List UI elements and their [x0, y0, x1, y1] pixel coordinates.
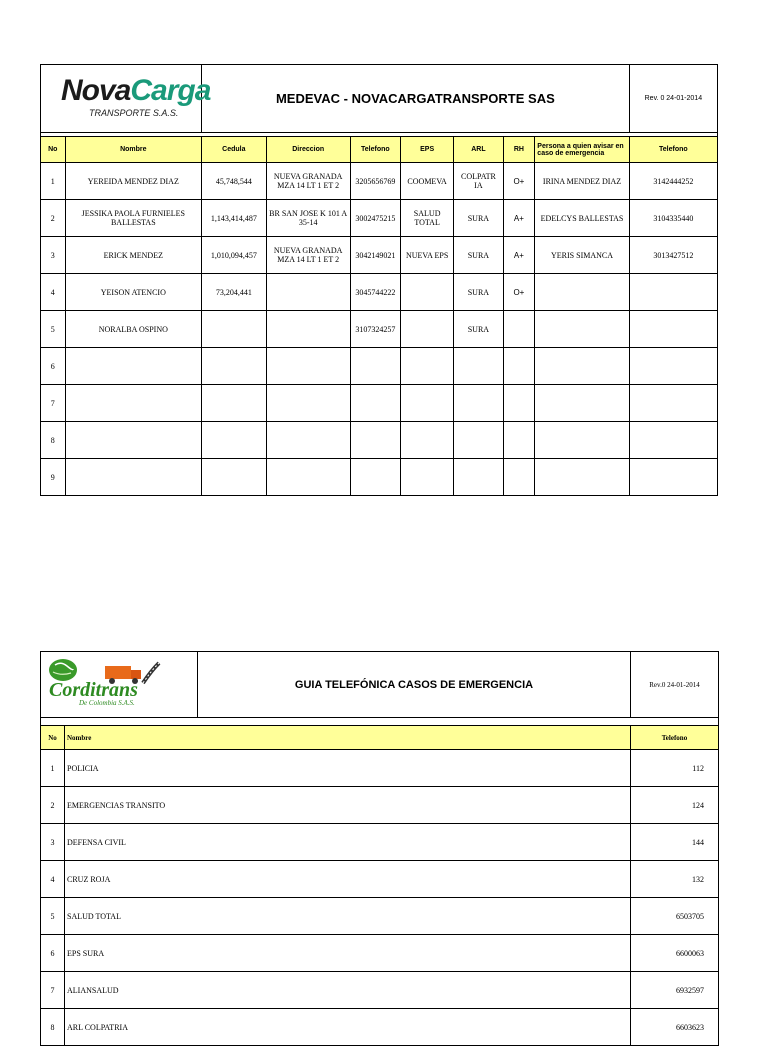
cell-tel-contacto: [629, 348, 717, 385]
spacer-row: [41, 718, 719, 726]
col-telefono-contacto: Telefono: [629, 137, 717, 163]
cell-rh: O+: [503, 163, 535, 200]
cell-eps: [400, 311, 453, 348]
cell-arl: [454, 348, 503, 385]
cell-cedula: [202, 385, 267, 422]
cell-cedula: [202, 348, 267, 385]
cell-no: 5: [41, 898, 65, 935]
form2-header-row: [41, 726, 719, 750]
form1-title: MEDEVAC - NOVACARGATRANSPORTE SAS: [202, 65, 630, 133]
table-row: [41, 311, 718, 348]
table-row: [41, 422, 718, 459]
col-no: No: [41, 726, 65, 750]
novacarga-logo: NovaCarga TRANSPORTE S.A.S.: [61, 73, 211, 118]
cell-no: 7: [41, 385, 66, 422]
cell-contacto: [535, 385, 629, 422]
cell-tel-contacto: [629, 385, 717, 422]
cell-contacto: [535, 311, 629, 348]
cell-eps: [400, 459, 453, 496]
cell-direccion: [266, 311, 350, 348]
cell-direccion: [266, 274, 350, 311]
cell-eps: COOMEVA: [400, 163, 453, 200]
cell-rh: O+: [503, 274, 535, 311]
cell-cedula: 1,143,414,487: [202, 200, 267, 237]
cell-telefono: 144: [631, 824, 719, 861]
cell-eps: [400, 348, 453, 385]
cell-no: 9: [41, 459, 66, 496]
cell-nombre: YEREIDA MENDEZ DIAZ: [65, 163, 201, 200]
cell-nombre: JESSIKA PAOLA FURNIELES BALLESTAS: [65, 200, 201, 237]
cell-rh: A+: [503, 237, 535, 274]
cell-eps: NUEVA EPS: [400, 237, 453, 274]
cell-nombre: POLICIA: [65, 750, 631, 787]
cell-no: 6: [41, 348, 66, 385]
cell-rh: [503, 385, 535, 422]
cell-telefono: 6600063: [631, 935, 719, 972]
form1-revision: Rev. 0 24-01-2014: [629, 65, 717, 133]
cell-contacto: [535, 348, 629, 385]
cell-eps: [400, 422, 453, 459]
cell-no: 3: [41, 237, 66, 274]
table-row: [41, 200, 718, 237]
cell-direccion: [266, 348, 350, 385]
col-direccion: Direccion: [266, 137, 350, 163]
form1-header-row: [41, 137, 718, 163]
cell-nombre: [65, 422, 201, 459]
table-row: [41, 163, 718, 200]
novacarga-logo-cell: [41, 65, 211, 133]
cell-direccion: BR SAN JOSE K 101 A 35-14: [266, 200, 350, 237]
col-nombre: Nombre: [65, 137, 201, 163]
cell-tel-contacto: [629, 311, 717, 348]
cell-eps: SALUD TOTAL: [400, 200, 453, 237]
cell-telefono: 6603623: [631, 1009, 719, 1046]
cell-no: 3: [41, 824, 65, 861]
cell-nombre: ARL COLPATRIA: [65, 1009, 631, 1046]
cell-eps: [400, 385, 453, 422]
cell-contacto: IRINA MENDEZ DIAZ: [535, 163, 629, 200]
cell-telefono: 3045744222: [350, 274, 400, 311]
cell-telefono: 132: [631, 861, 719, 898]
cell-nombre: [65, 385, 201, 422]
cell-no: 1: [41, 750, 65, 787]
col-telefono: Telefono: [631, 726, 719, 750]
cell-telefono: 3042149021: [350, 237, 400, 274]
cell-nombre: CRUZ ROJA: [65, 861, 631, 898]
table-row: [41, 935, 719, 972]
cell-nombre: YEISON ATENCIO: [65, 274, 201, 311]
cell-nombre: EMERGENCIAS TRANSITO: [65, 787, 631, 824]
cell-no: 2: [41, 200, 66, 237]
cell-no: 1: [41, 163, 66, 200]
corditrans-logo-cell: [41, 652, 198, 718]
cell-telefono: 3107324257: [350, 311, 400, 348]
cell-no: 4: [41, 861, 65, 898]
cell-no: 2: [41, 787, 65, 824]
cell-contacto: EDELCYS BALLESTAS: [535, 200, 629, 237]
cell-tel-contacto: [629, 459, 717, 496]
table-row: [41, 274, 718, 311]
cell-telefono: [350, 422, 400, 459]
cell-tel-contacto: 3142444252: [629, 163, 717, 200]
cell-tel-contacto: 3104335440: [629, 200, 717, 237]
cell-rh: [503, 422, 535, 459]
cell-arl: [454, 422, 503, 459]
col-arl: ARL: [454, 137, 503, 163]
col-contacto: Persona a quien avisar en caso de emergencia: [535, 137, 629, 163]
cell-arl: SURA: [454, 237, 503, 274]
table-row: [41, 750, 719, 787]
cell-arl: [454, 459, 503, 496]
cell-rh: [503, 459, 535, 496]
table-row: [41, 861, 719, 898]
col-nombre: Nombre: [65, 726, 631, 750]
cell-nombre: ERICK MENDEZ: [65, 237, 201, 274]
cell-nombre: [65, 348, 201, 385]
cell-cedula: [202, 459, 267, 496]
cell-direccion: [266, 385, 350, 422]
medevac-table: [40, 64, 718, 496]
table-row: [41, 972, 719, 1009]
cell-telefono: 6503705: [631, 898, 719, 935]
cell-rh: A+: [503, 200, 535, 237]
cell-nombre: SALUD TOTAL: [65, 898, 631, 935]
cell-no: 7: [41, 972, 65, 1009]
cell-nombre: ALIANSALUD: [65, 972, 631, 1009]
guia-telefonica-table: [40, 651, 719, 1046]
col-eps: EPS: [400, 137, 453, 163]
table-row: [41, 824, 719, 861]
cell-nombre: DEFENSA CIVIL: [65, 824, 631, 861]
cell-contacto: YERIS SIMANCA: [535, 237, 629, 274]
cell-telefono: [350, 385, 400, 422]
cell-arl: SURA: [454, 311, 503, 348]
cell-cedula: 1,010,094,457: [202, 237, 267, 274]
cell-arl: [454, 385, 503, 422]
cell-cedula: [202, 422, 267, 459]
cell-contacto: [535, 459, 629, 496]
cell-direccion: NUEVA GRANADA MZA 14 LT 1 ET 2: [266, 163, 350, 200]
cell-tel-contacto: [629, 274, 717, 311]
cell-telefono: [350, 348, 400, 385]
corditrans-logo: Corditrans De Colombia S.A.S.: [43, 655, 193, 715]
cell-cedula: 45,748,544: [202, 163, 267, 200]
cell-telefono: 3205656769: [350, 163, 400, 200]
cell-contacto: [535, 274, 629, 311]
table-row: [41, 898, 719, 935]
cell-arl: SURA: [454, 274, 503, 311]
table-row: [41, 1009, 719, 1046]
cell-telefono: [350, 459, 400, 496]
col-cedula: Cedula: [202, 137, 267, 163]
cell-no: 4: [41, 274, 66, 311]
cell-no: 6: [41, 935, 65, 972]
cell-cedula: [202, 311, 267, 348]
cell-telefono: 3002475215: [350, 200, 400, 237]
table-row: [41, 237, 718, 274]
cell-telefono: 124: [631, 787, 719, 824]
cell-nombre: NORALBA OSPINO: [65, 311, 201, 348]
col-telefono: Telefono: [350, 137, 400, 163]
cell-no: 5: [41, 311, 66, 348]
cell-rh: [503, 348, 535, 385]
form2-revision: Rev.0 24-01-2014: [631, 652, 719, 718]
cell-tel-contacto: [629, 422, 717, 459]
cell-arl: SURA: [454, 200, 503, 237]
cell-direccion: [266, 422, 350, 459]
table-row: [41, 459, 718, 496]
col-no: No: [41, 137, 66, 163]
cell-tel-contacto: 3013427512: [629, 237, 717, 274]
cell-telefono: 6932597: [631, 972, 719, 1009]
cell-eps: [400, 274, 453, 311]
cell-telefono: 112: [631, 750, 719, 787]
cell-contacto: [535, 422, 629, 459]
cell-nombre: EPS SURA: [65, 935, 631, 972]
table-row: [41, 385, 718, 422]
cell-rh: [503, 311, 535, 348]
cell-no: 8: [41, 1009, 65, 1046]
cell-direccion: NUEVA GRANADA MZA 14 LT 1 ET 2: [266, 237, 350, 274]
table-row: [41, 348, 718, 385]
cell-cedula: 73,204,441: [202, 274, 267, 311]
cell-nombre: [65, 459, 201, 496]
cell-arl: COLPATR IA: [454, 163, 503, 200]
cell-no: 8: [41, 422, 66, 459]
form2-title: GUIA TELEFÓNICA CASOS DE EMERGENCIA: [198, 652, 631, 718]
cell-direccion: [266, 459, 350, 496]
col-rh: RH: [503, 137, 535, 163]
table-row: [41, 787, 719, 824]
